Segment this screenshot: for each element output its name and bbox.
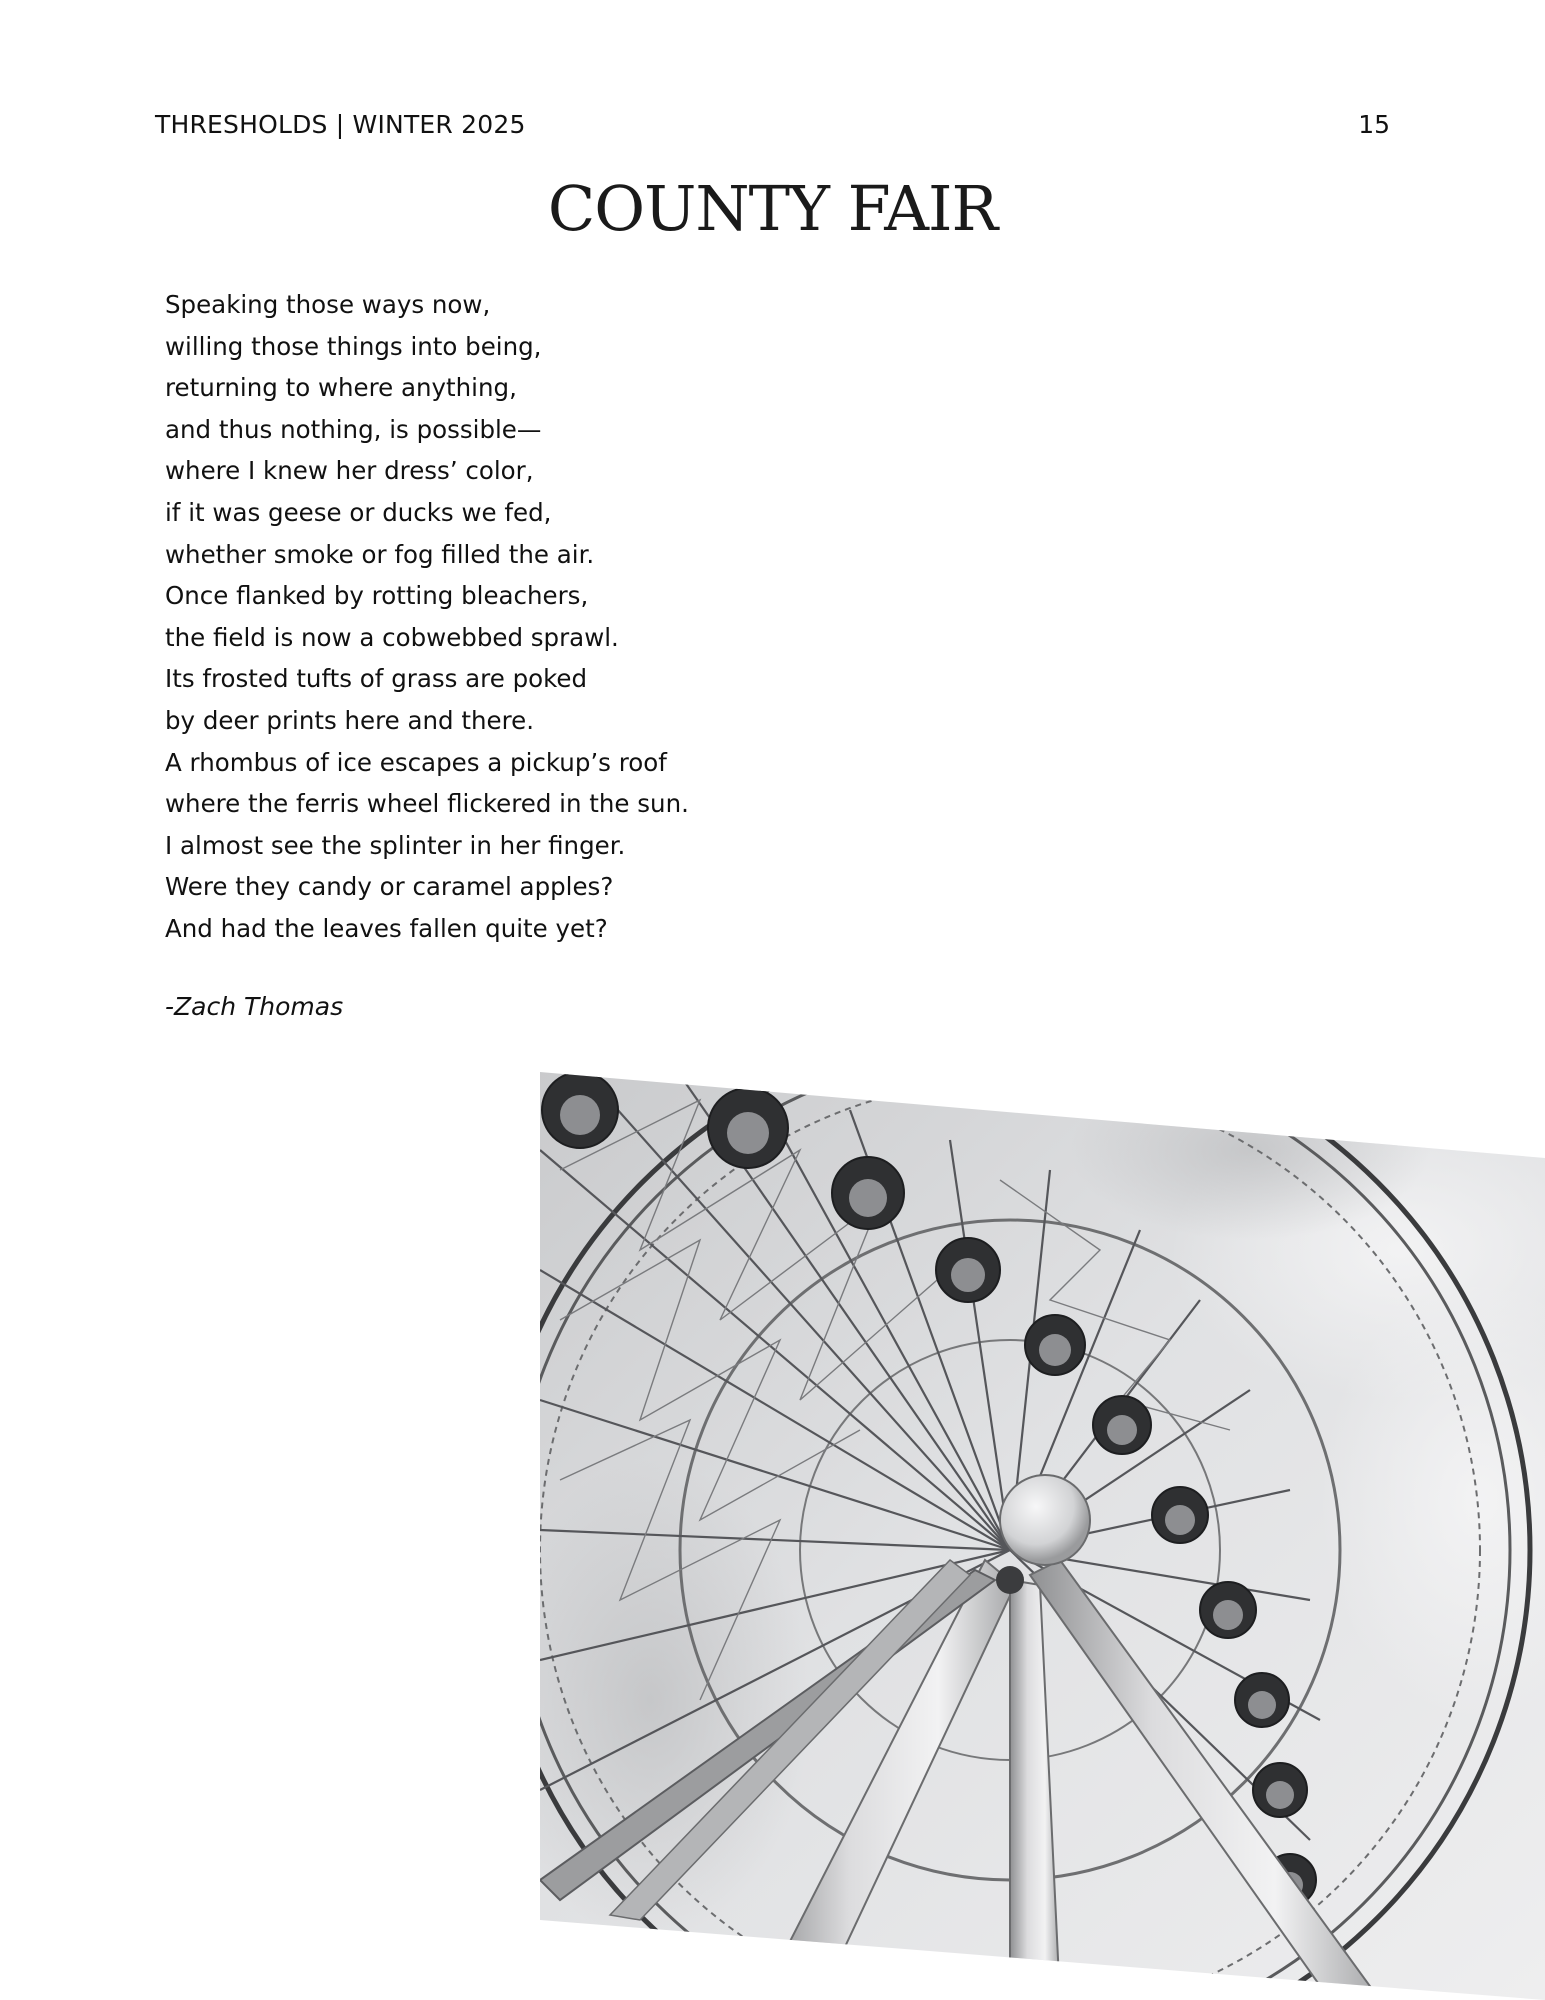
poem-line: A rhombus of ice escapes a pickup’s roof — [165, 747, 667, 777]
poem-line: and thus nothing, is possible— — [165, 414, 542, 444]
poem-line: Once flanked by rotting bleachers, — [165, 581, 589, 611]
poem-line: willing those things into being, — [165, 331, 542, 361]
publication-header: THRESHOLDS | WINTER 2025 — [155, 110, 526, 139]
poem-line: where I knew her dress’ color, — [165, 456, 534, 486]
poem-line: if it was geese or ducks we fed, — [165, 497, 552, 527]
poem-line: And had the leaves fallen quite yet? — [165, 913, 608, 943]
page-number: 15 — [1358, 110, 1390, 139]
poem-line: by deer prints here and there. — [165, 705, 534, 735]
poem-line: where the ferris wheel flickered in the sun. — [165, 789, 689, 819]
poem-author: -Zach Thomas — [165, 992, 344, 1021]
poem-line: Speaking those ways now, — [165, 290, 491, 319]
poem-line: returning to where anything, — [165, 373, 517, 403]
poem-line: Its frosted tufts of grass are poked — [165, 664, 588, 694]
poem-line: whether smoke or fog filled the air. — [165, 539, 595, 569]
poem-line: Were they candy or caramel apples? — [165, 872, 614, 902]
poem-line: the field is now a cobwebbed sprawl. — [165, 622, 619, 652]
poem-line: I almost see the splinter in her finger. — [165, 830, 626, 860]
poem-title: COUNTY FAIR — [547, 172, 998, 245]
